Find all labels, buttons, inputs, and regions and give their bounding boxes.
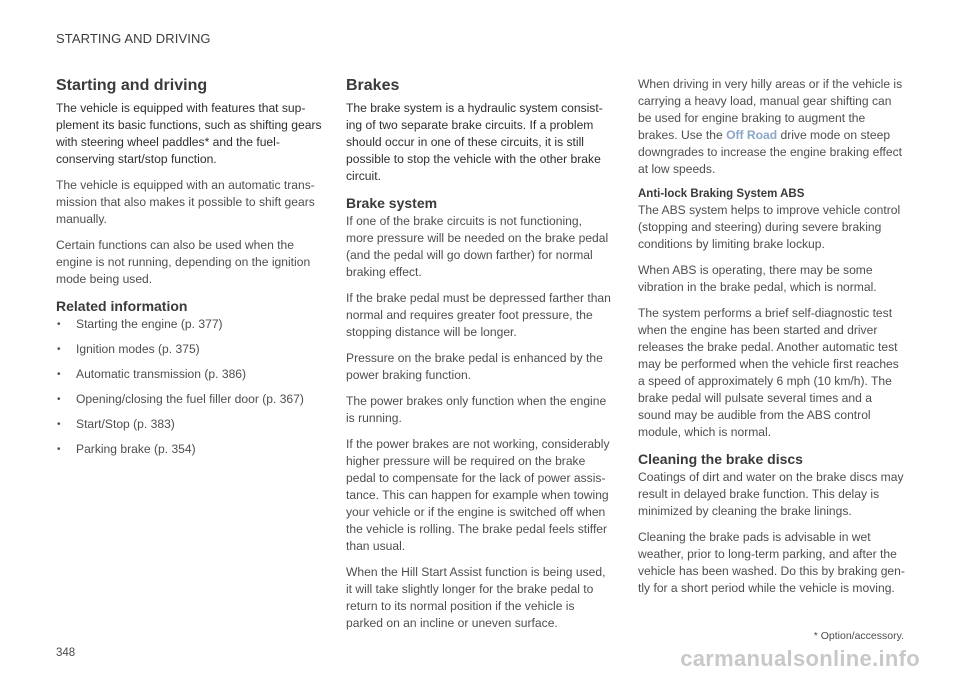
paragraph: Coatings of dirt and water on the brake discs may result in delayed brake function. This delay is minimized by cleaning the brake linings. — [638, 470, 904, 518]
related-link-fuel-filler-door[interactable]: • Opening/closing the fuel filler door (p. 367) — [56, 391, 322, 408]
paragraph: If the power brakes are not working, considerably higher pressure will be required on the brake pedal to compensate for the lack of power assis-tance. This can happen for example when towing your vehicle or if the engine is switched off when the vehicle is rolling. The brake pedal feels stiffer than usual. — [346, 437, 610, 553]
related-link-start-stop[interactable]: • Start/Stop (p. 383) — [56, 416, 322, 433]
paragraph: The system performs a brief self-diagnostic test when the engine has been started and driver releases the brake pedal. Another automatic test may be performed when the vehicle first reaches a speed of approximately 6 mph (10 km/h). The brake pedal will pulsate several times and a sound may be audible from the ABS control module, which is normal. — [638, 306, 899, 439]
brake-system-heading: Brake system — [346, 195, 438, 211]
paragraph: Certain functions can also be used when the engine is not running, depending on the ignition mode being used. — [56, 238, 311, 286]
section-heading-brakes: Brakes — [346, 77, 400, 94]
related-link-starting-engine[interactable]: • Starting the engine (p. 377) — [56, 316, 322, 333]
page-number: 348 — [56, 647, 76, 659]
paragraph-text: drive mode on steep downgrades to increase the engine braking effect at low speeds. — [638, 128, 903, 176]
cleaning-brake-discs-heading: Cleaning the brake discs — [638, 451, 803, 467]
related-links-list — [56, 316, 322, 458]
option-accessory-footnote: * Option/accessory. — [813, 630, 904, 642]
intro-paragraph: The brake system is a hydraulic system consist-ing of two separate brake circuits. If a problem should occur in one of these circuits, it is still possible to stop the vehicle with the other brake circuit. — [346, 101, 603, 183]
paragraph-text: When driving in very hilly areas or if the vehicle is carrying a heavy load, manual gear shifting can be used for engine braking to augment the brakes. Use the — [638, 77, 903, 142]
related-link-ignition-modes[interactable]: • Ignition modes (p. 375) — [56, 341, 322, 358]
paragraph: The ABS system helps to improve vehicle control (stopping and steering) during severe braking conditions by limiting brake lockup. — [638, 203, 901, 251]
engine-braking-paragraph — [638, 76, 908, 178]
paragraph: If one of the brake circuits is not functioning, more pressure will be needed on the brake pedal (and the pedal will go down farther) for normal braking effect. — [346, 214, 609, 279]
paragraph: When the Hill Start Assist function is being used, it will take slightly longer for the brake pedal to return to its normal position if the vehicle is parked on an incline or uneven surface. — [346, 565, 606, 630]
paragraph: The vehicle is equipped with an automatic trans-mission that also makes it possible to shift gears manually. — [56, 178, 315, 226]
section-heading-starting-and-driving: Starting and driving — [56, 77, 208, 94]
column-brakes — [346, 76, 612, 641]
paragraph: If the brake pedal must be depressed farther than normal and requires greater foot pressure, the stopping distance will be longer. — [346, 291, 611, 339]
off-road-mode-label: Off Road — [726, 128, 778, 142]
intro-paragraph: The vehicle is equipped with features that sup-plement its basic functions, such as shifting gears with steering wheel paddles* and the fuel-conserving start/stop function. — [56, 101, 322, 166]
paragraph: Cleaning the brake pads is advisable in wet weather, prior to long-term parking, and after the vehicle has been washed. Do this by braking gen-tly for a short period while the vehicle is moving. — [638, 530, 905, 595]
paragraph: The power brakes only function when the engine is running. — [346, 394, 607, 425]
paragraph: Pressure on the brake pedal is enhanced by the power braking function. — [346, 351, 603, 382]
column-brakes-continued — [638, 76, 908, 606]
related-link-automatic-transmission[interactable]: • Automatic transmission (p. 386) — [56, 366, 322, 383]
abs-heading: Anti-lock Braking System ABS — [638, 188, 805, 200]
running-header: STARTING AND DRIVING — [56, 31, 211, 46]
paragraph: When ABS is operating, there may be some vibration in the brake pedal, which is normal. — [638, 263, 877, 294]
watermark: carmanualsonline.info — [680, 646, 920, 671]
column-starting-and-driving — [56, 76, 322, 466]
related-information-heading: Related information — [56, 298, 188, 314]
related-link-parking-brake[interactable]: • Parking brake (p. 354) — [56, 441, 322, 458]
